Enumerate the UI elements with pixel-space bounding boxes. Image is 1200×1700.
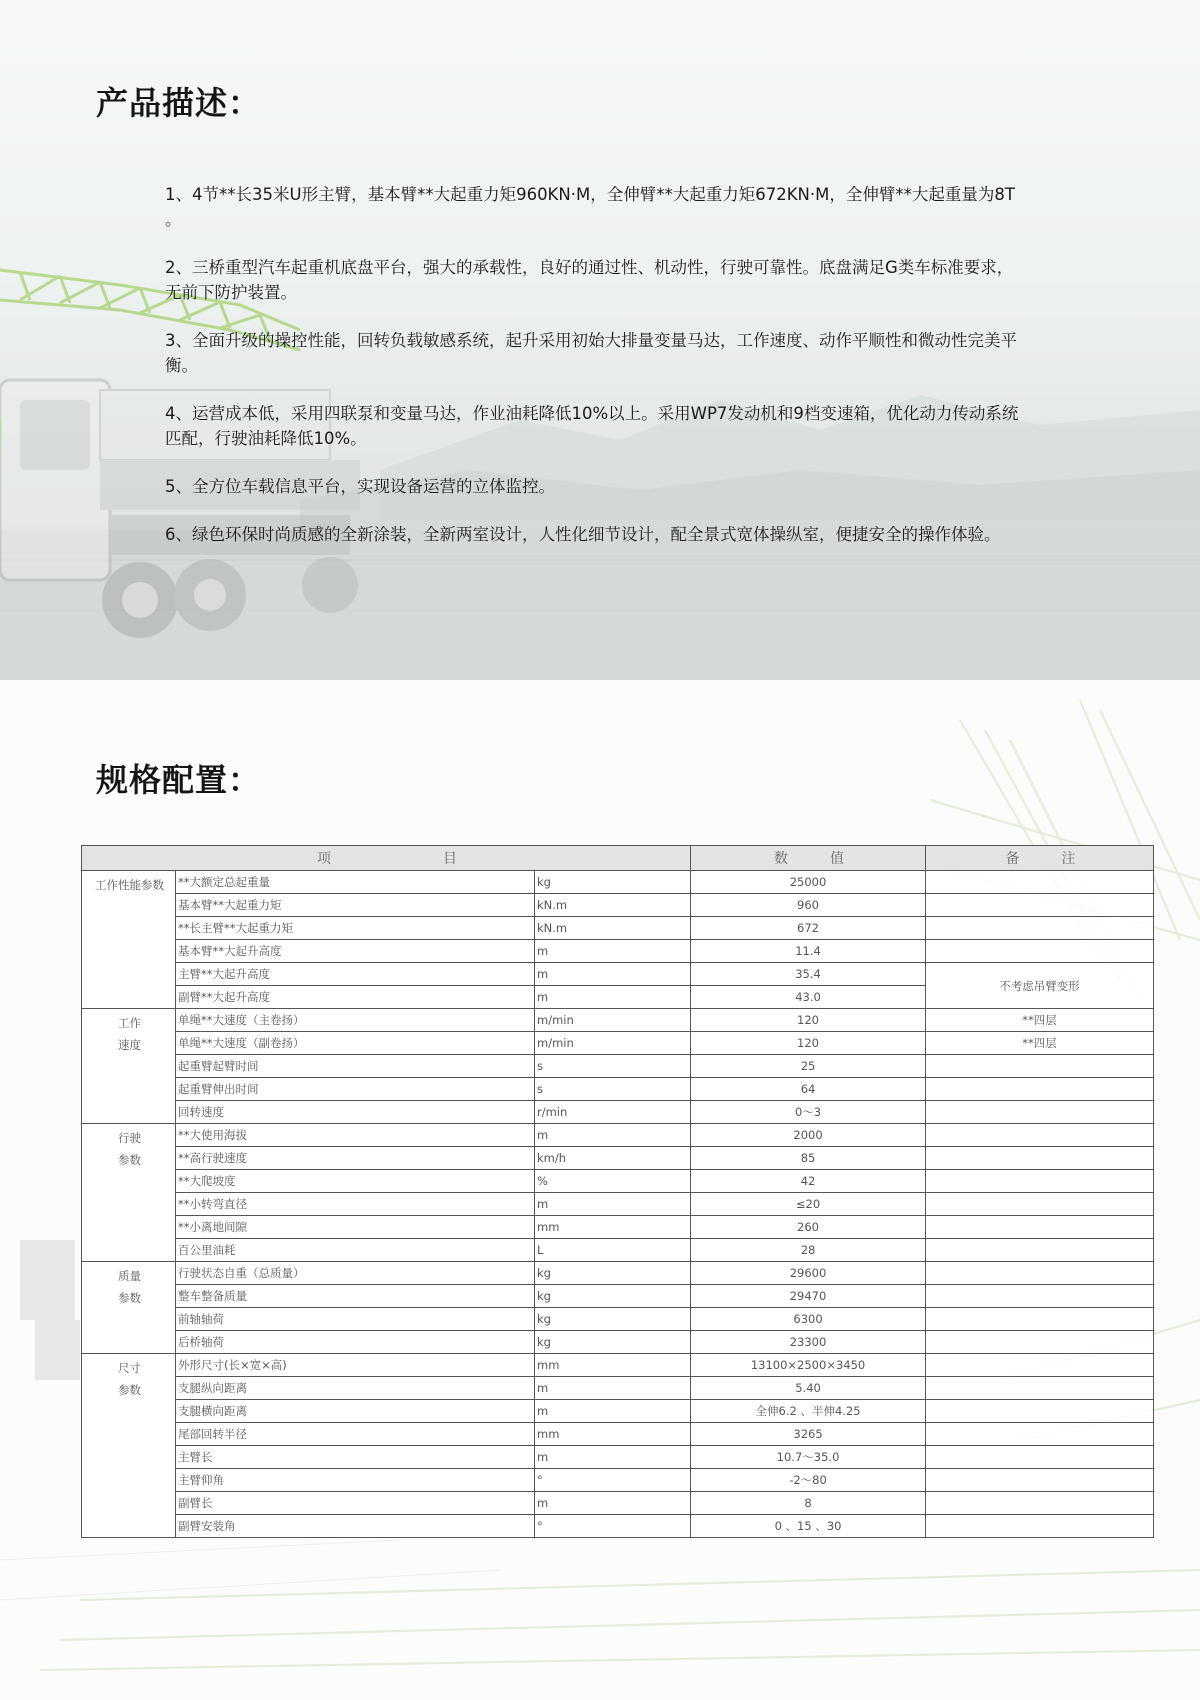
spec-row	[82, 1193, 1154, 1216]
spec-unit: mm	[535, 1354, 691, 1377]
spec-value: 120	[691, 1009, 926, 1032]
spec-value: 960	[691, 894, 926, 917]
spec-unit: m	[535, 1193, 691, 1216]
spec-unit: m	[535, 1400, 691, 1423]
spec-param: 副臂安装角	[176, 1515, 535, 1538]
spec-row	[82, 1170, 1154, 1193]
description-item: 1、4节**长35米U形主臂，基本臂**大起重力矩960KN·M，全伸臂**大起重力矩672KN·M，全伸臂**大起重量为8T 。	[165, 185, 1015, 229]
spec-note: **四层	[926, 1009, 1154, 1032]
spec-unit: °	[535, 1469, 691, 1492]
spec-unit: r/min	[535, 1101, 691, 1124]
description-item: 4、运营成本低，采用四联泵和变量马达，作业油耗降低10%以上。采用WP7发动机和9档变速箱，优化动力传动系统匹配，行驶油耗降低10%。	[165, 404, 1019, 448]
spec-value: 29470	[691, 1285, 926, 1308]
spec-note	[926, 1515, 1154, 1538]
spec-note	[926, 1492, 1154, 1515]
spec-param: **大使用海拔	[176, 1124, 535, 1147]
spec-value: 0 、15 、30	[691, 1515, 926, 1538]
spec-row	[82, 963, 1154, 986]
spec-param: 起重臂伸出时间	[176, 1078, 535, 1101]
spec-unit: m	[535, 1492, 691, 1515]
spec-value: 2000	[691, 1124, 926, 1147]
spec-group-name-line: 工作	[118, 1016, 141, 1030]
spec-param: 后桥轴荷	[176, 1331, 535, 1354]
spec-title: 规格配置：	[96, 761, 262, 799]
spec-group-name	[82, 1009, 176, 1124]
spec-value: 23300	[691, 1331, 926, 1354]
spec-group-name-line: 速度	[118, 1038, 141, 1052]
spec-value: 672	[691, 917, 926, 940]
spec-group-name-line: 工作性能参数	[95, 878, 164, 892]
spec-value: 28	[691, 1239, 926, 1262]
spec-group-name	[82, 871, 176, 1009]
spec-row	[82, 1354, 1154, 1377]
spec-row	[82, 1400, 1154, 1423]
spec-row	[82, 1492, 1154, 1515]
spec-note	[926, 1216, 1154, 1239]
spec-row	[82, 1515, 1154, 1538]
spec-unit: m	[535, 940, 691, 963]
spec-group-name-line: 参数	[118, 1383, 141, 1397]
spec-group-name	[82, 1262, 176, 1354]
description-list	[165, 182, 1025, 570]
description-item: 5、全方位车载信息平台，实现设备运营的立体监控。	[165, 477, 555, 496]
spec-param: 整车整备质量	[176, 1285, 535, 1308]
spec-row	[82, 1285, 1154, 1308]
spec-unit: km/h	[535, 1147, 691, 1170]
spec-unit: m	[535, 1377, 691, 1400]
spec-param: 尾部回转半径	[176, 1423, 535, 1446]
spec-value: -2～80	[691, 1469, 926, 1492]
spec-param: 基本臂**大起重力矩	[176, 894, 535, 917]
spec-param: 主臂**大起升高度	[176, 963, 535, 986]
spec-unit: mm	[535, 1216, 691, 1239]
spec-unit: kg	[535, 1285, 691, 1308]
spec-value: 25	[691, 1055, 926, 1078]
spec-param: 主臂长	[176, 1446, 535, 1469]
spec-value: 3265	[691, 1423, 926, 1446]
spec-note: 不考虑吊臂变形	[926, 963, 1154, 1009]
spec-table	[81, 845, 1154, 1538]
spec-group-name-line: 行驶	[118, 1131, 141, 1145]
spec-note	[926, 1469, 1154, 1492]
spec-row	[82, 871, 1154, 894]
spec-param: 单绳**大速度（主卷扬）	[176, 1009, 535, 1032]
spec-row	[82, 1308, 1154, 1331]
spec-row	[82, 940, 1154, 963]
spec-unit: kg	[535, 1331, 691, 1354]
header-note: 备 注	[926, 846, 1154, 871]
spec-note: **四层	[926, 1032, 1154, 1055]
spec-param: 前轴轴荷	[176, 1308, 535, 1331]
spec-value: 11.4	[691, 940, 926, 963]
spec-row	[82, 1331, 1154, 1354]
spec-note	[926, 1308, 1154, 1331]
spec-param: **大爬坡度	[176, 1170, 535, 1193]
spec-group-name-line: 参数	[118, 1153, 141, 1167]
spec-param: 支腿纵向距离	[176, 1377, 535, 1400]
spec-unit: m	[535, 963, 691, 986]
spec-group-name	[82, 1354, 176, 1538]
spec-value: 25000	[691, 871, 926, 894]
spec-value: 120	[691, 1032, 926, 1055]
spec-note	[926, 894, 1154, 917]
spec-param: 回转速度	[176, 1101, 535, 1124]
spec-row	[82, 1469, 1154, 1492]
spec-row	[82, 1124, 1154, 1147]
spec-note	[926, 1423, 1154, 1446]
spec-unit: kN.m	[535, 894, 691, 917]
spec-row	[82, 1078, 1154, 1101]
spec-unit: s	[535, 1055, 691, 1078]
spec-param: 起重臂起臂时间	[176, 1055, 535, 1078]
spec-note	[926, 1377, 1154, 1400]
spec-note	[926, 1078, 1154, 1101]
spec-unit: L	[535, 1239, 691, 1262]
spec-unit: °	[535, 1515, 691, 1538]
spec-value: 42	[691, 1170, 926, 1193]
spec-row	[82, 1239, 1154, 1262]
spec-group-name-line: 参数	[118, 1291, 141, 1305]
spec-unit: kg	[535, 871, 691, 894]
spec-param: 副臂**大起升高度	[176, 986, 535, 1009]
spec-note	[926, 1331, 1154, 1354]
spec-value: 64	[691, 1078, 926, 1101]
spec-param: **长主臂**大起重力矩	[176, 917, 535, 940]
spec-note	[926, 1239, 1154, 1262]
spec-unit: mm	[535, 1423, 691, 1446]
spec-value: 29600	[691, 1262, 926, 1285]
spec-param: **小离地间隙	[176, 1216, 535, 1239]
spec-value: 260	[691, 1216, 926, 1239]
spec-row	[82, 917, 1154, 940]
spec-note	[926, 1193, 1154, 1216]
spec-note	[926, 1124, 1154, 1147]
spec-value: 全伸6.2 、半伸4.25	[691, 1400, 926, 1423]
spec-param: 行驶状态自重（总质量）	[176, 1262, 535, 1285]
spec-param: 副臂长	[176, 1492, 535, 1515]
spec-note	[926, 1400, 1154, 1423]
spec-unit: %	[535, 1170, 691, 1193]
spec-row	[82, 1216, 1154, 1239]
spec-note	[926, 1285, 1154, 1308]
spec-unit: m/min	[535, 1032, 691, 1055]
spec-group-name-line: 质量	[118, 1269, 141, 1283]
spec-row	[82, 1446, 1154, 1469]
header-value: 数 值	[691, 846, 926, 871]
spec-param: **高行驶速度	[176, 1147, 535, 1170]
spec-note	[926, 1354, 1154, 1377]
spec-note	[926, 1101, 1154, 1124]
spec-group-name-line: 尺寸	[118, 1361, 141, 1375]
spec-unit: kN.m	[535, 917, 691, 940]
spec-param: 外形尺寸(长×宽×高)	[176, 1354, 535, 1377]
header-item: 项 目	[82, 846, 691, 871]
spec-note	[926, 1055, 1154, 1078]
spec-note	[926, 1170, 1154, 1193]
description-item: 3、全面升级的操控性能，回转负载敏感系统，起升采用初始大排量变量马达，工作速度、动作平顺性和微动性完美平衡。	[165, 331, 1017, 375]
spec-value: ≤20	[691, 1193, 926, 1216]
spec-value: 10.7～35.0	[691, 1446, 926, 1469]
spec-unit: m	[535, 986, 691, 1009]
spec-value: 43.0	[691, 986, 926, 1009]
spec-row	[82, 894, 1154, 917]
spec-unit: m	[535, 1124, 691, 1147]
spec-row	[82, 1009, 1154, 1032]
spec-note	[926, 1262, 1154, 1285]
spec-unit: kg	[535, 1262, 691, 1285]
description-title: 产品描述：	[96, 84, 262, 122]
spec-param: **大额定总起重量	[176, 871, 535, 894]
spec-value: 6300	[691, 1308, 926, 1331]
spec-unit: m	[535, 1446, 691, 1469]
spec-unit: m/min	[535, 1009, 691, 1032]
spec-value: 13100×2500×3450	[691, 1354, 926, 1377]
spec-value: 85	[691, 1147, 926, 1170]
spec-note	[926, 940, 1154, 963]
spec-unit: kg	[535, 1308, 691, 1331]
spec-row	[82, 1032, 1154, 1055]
spec-value: 8	[691, 1492, 926, 1515]
description-item: 2、三桥重型汽车起重机底盘平台，强大的承载性，良好的通过性、机动性，行驶可靠性。底盘满足G类车标准要求，无前下防护装置。	[165, 258, 1014, 302]
spec-param: **小转弯直径	[176, 1193, 535, 1216]
spec-group-name	[82, 1124, 176, 1262]
spec-value: 35.4	[691, 963, 926, 986]
description-item: 6、绿色环保时尚质感的全新涂装，全新两室设计，人性化细节设计，配全景式宽体操纵室，便捷安全的操作体验。	[165, 525, 1001, 544]
spec-value: 5.40	[691, 1377, 926, 1400]
spec-row	[82, 1262, 1154, 1285]
spec-row	[82, 1055, 1154, 1078]
spec-param: 百公里油耗	[176, 1239, 535, 1262]
spec-row	[82, 1377, 1154, 1400]
spec-unit: s	[535, 1078, 691, 1101]
spec-note	[926, 871, 1154, 894]
spec-param: 主臂仰角	[176, 1469, 535, 1492]
spec-row	[82, 1147, 1154, 1170]
spec-table-header	[82, 846, 1154, 871]
spec-value: 0～3	[691, 1101, 926, 1124]
spec-note	[926, 1147, 1154, 1170]
spec-param: 基本臂**大起升高度	[176, 940, 535, 963]
spec-row	[82, 1101, 1154, 1124]
spec-note	[926, 917, 1154, 940]
spec-param: 支腿横向距离	[176, 1400, 535, 1423]
spec-param: 单绳**大速度（副卷扬）	[176, 1032, 535, 1055]
spec-note	[926, 1446, 1154, 1469]
spec-row	[82, 1423, 1154, 1446]
